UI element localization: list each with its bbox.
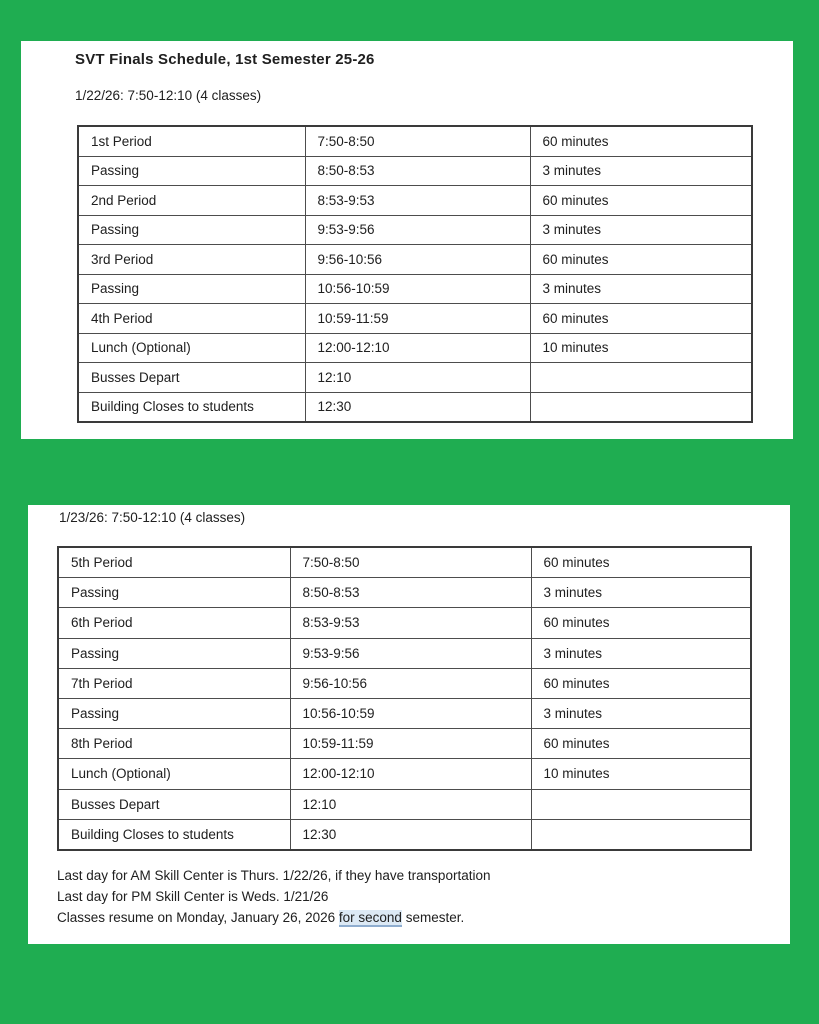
schedule-cell-label: 8th Period [58, 729, 290, 759]
schedule-cell-duration: 60 minutes [531, 729, 751, 759]
schedule-cell-duration: 3 minutes [531, 698, 751, 728]
schedule-cell-time: 8:53-9:53 [290, 608, 531, 638]
schedule-cell-duration: 60 minutes [531, 547, 751, 578]
schedule-cell-duration: 60 minutes [531, 608, 751, 638]
schedule-cell-time: 10:56-10:59 [290, 698, 531, 728]
schedule-cell-time: 9:56-10:56 [290, 668, 531, 698]
schedule-card-day2 [28, 505, 790, 944]
schedule-cell-time: 7:50-8:50 [305, 126, 530, 156]
schedule-cell-duration [530, 363, 752, 393]
schedule-cell-time: 12:00-12:10 [290, 759, 531, 789]
schedule-cell-time: 10:59-11:59 [290, 729, 531, 759]
schedule-cell-duration: 3 minutes [531, 638, 751, 668]
table-row [78, 274, 752, 304]
schedule-cell-time: 9:53-9:56 [290, 638, 531, 668]
schedule-cell-duration: 3 minutes [531, 578, 751, 608]
schedule-cell-duration: 3 minutes [530, 156, 752, 186]
schedule-cell-label: Lunch (Optional) [58, 759, 290, 789]
schedule-cell-label: Passing [58, 638, 290, 668]
schedule-cell-label: Busses Depart [58, 789, 290, 819]
footer-notes [57, 865, 490, 928]
note-line: Last day for PM Skill Center is Weds. 1/21/26 [57, 889, 329, 904]
schedule-cell-time: 12:10 [305, 363, 530, 393]
schedule-cell-time: 12:00-12:10 [305, 333, 530, 363]
table-row [78, 156, 752, 186]
table-row [78, 363, 752, 393]
schedule-cell-label: Passing [58, 578, 290, 608]
schedule-cell-label: Lunch (Optional) [78, 333, 305, 363]
schedule-cell-time: 12:10 [290, 789, 531, 819]
schedule-cell-time: 10:59-11:59 [305, 304, 530, 334]
schedule-cell-time: 8:50-8:53 [305, 156, 530, 186]
table-row [78, 126, 752, 156]
schedule-cell-label: 5th Period [58, 547, 290, 578]
table-row [78, 392, 752, 422]
day2-heading: 1/23/26: 7:50-12:10 (4 classes) [59, 510, 246, 525]
schedule-cell-duration: 60 minutes [530, 245, 752, 275]
table-row [58, 668, 751, 698]
table-row [58, 638, 751, 668]
schedule-cell-duration: 60 minutes [530, 304, 752, 334]
schedule-cell-label: 6th Period [58, 608, 290, 638]
schedule-cell-label: Passing [78, 274, 305, 304]
note-line [57, 907, 490, 928]
table-row [58, 698, 751, 728]
note-text: semester. [401, 910, 465, 925]
table-row [58, 789, 751, 819]
schedule-card-day1 [21, 41, 793, 439]
table-row [58, 547, 751, 578]
schedule-cell-time: 9:56-10:56 [305, 245, 530, 275]
table-row [78, 186, 752, 216]
schedule-cell-label: 3rd Period [78, 245, 305, 275]
table-row [78, 215, 752, 245]
schedule-cell-label: Busses Depart [78, 363, 305, 393]
schedule-cell-duration: 60 minutes [530, 126, 752, 156]
schedule-cell-label: 1st Period [78, 126, 305, 156]
schedule-cell-label: Passing [78, 156, 305, 186]
table-row [58, 819, 751, 850]
table-row [78, 245, 752, 275]
schedule-cell-duration: 10 minutes [530, 333, 752, 363]
day2-schedule-table [57, 546, 752, 851]
table-row [58, 608, 751, 638]
schedule-cell-duration [531, 819, 751, 850]
schedule-cell-duration: 60 minutes [530, 186, 752, 216]
schedule-cell-duration: 60 minutes [531, 668, 751, 698]
schedule-cell-time: 10:56-10:59 [305, 274, 530, 304]
table-row [58, 729, 751, 759]
schedule-cell-time: 12:30 [290, 819, 531, 850]
schedule-cell-label: 7th Period [58, 668, 290, 698]
schedule-cell-duration: 3 minutes [530, 215, 752, 245]
table-row [78, 304, 752, 334]
schedule-cell-time: 8:53-9:53 [305, 186, 530, 216]
schedule-cell-duration: 3 minutes [530, 274, 752, 304]
schedule-cell-label: 4th Period [78, 304, 305, 334]
schedule-cell-duration [531, 789, 751, 819]
day1-schedule-table [77, 125, 753, 423]
table-row [58, 759, 751, 789]
note-text: Classes resume on Monday, January 26, 2026 [57, 910, 339, 925]
schedule-cell-time: 8:50-8:53 [290, 578, 531, 608]
schedule-cell-duration [530, 392, 752, 422]
day1-heading: 1/22/26: 7:50-12:10 (4 classes) [75, 88, 262, 103]
document-title: SVT Finals Schedule, 1st Semester 25-26 [75, 51, 375, 68]
schedule-cell-time: 9:53-9:56 [305, 215, 530, 245]
schedule-cell-duration: 10 minutes [531, 759, 751, 789]
schedule-cell-label: 2nd Period [78, 186, 305, 216]
schedule-cell-label: Building Closes to students [58, 819, 290, 850]
schedule-cell-time: 7:50-8:50 [290, 547, 531, 578]
note-underlined-text: for second [338, 910, 402, 925]
schedule-cell-time: 12:30 [305, 392, 530, 422]
schedule-cell-label: Passing [58, 698, 290, 728]
schedule-cell-label: Building Closes to students [78, 392, 305, 422]
table-row [78, 333, 752, 363]
note-line: Last day for AM Skill Center is Thurs. 1/22/26, if they have transportation [57, 868, 491, 883]
schedule-cell-label: Passing [78, 215, 305, 245]
table-row [58, 578, 751, 608]
